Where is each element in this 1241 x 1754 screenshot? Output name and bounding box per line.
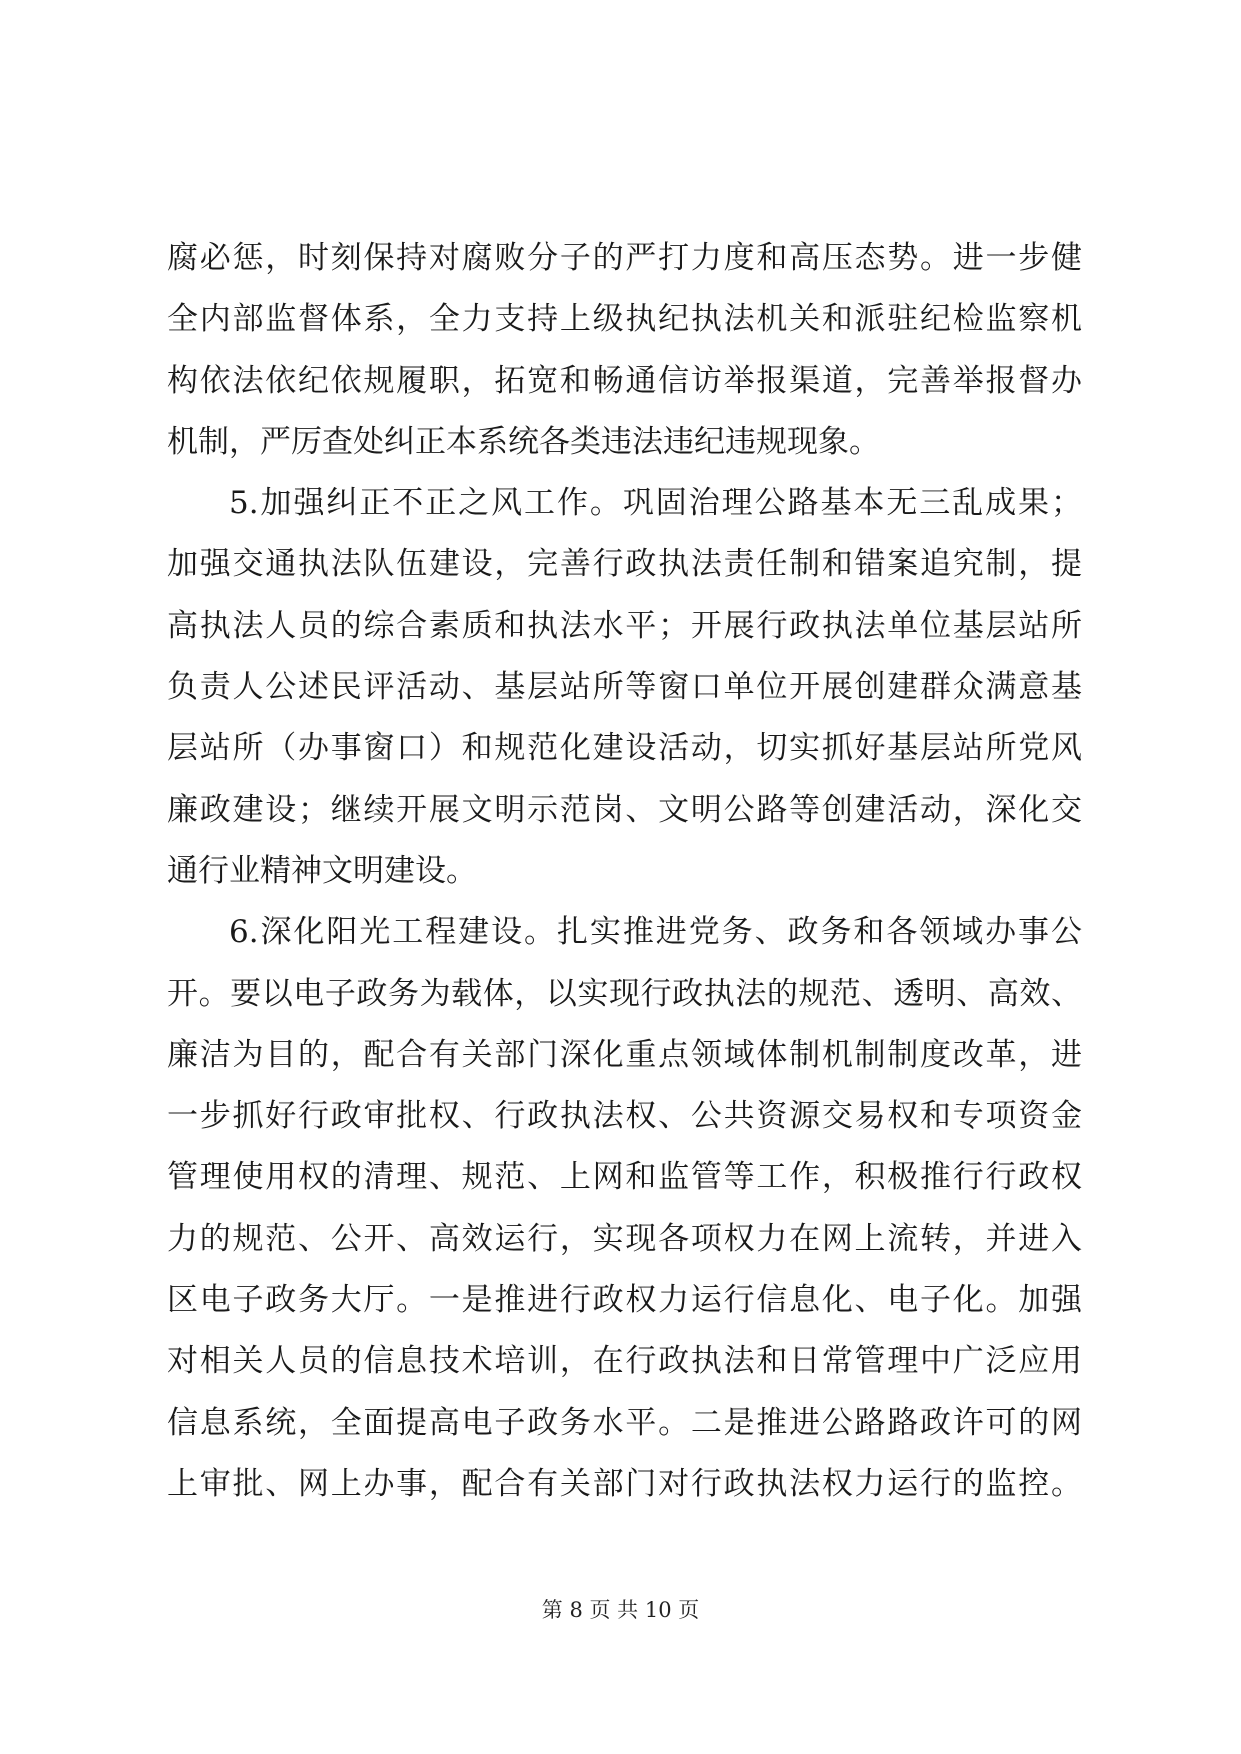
text-line: 廉洁为目的，配合有关部门深化重点领域体制机制制度改革，进 <box>167 1036 1082 1073</box>
text-line: 加强交通执法队伍建设，完善行政执法责任制和错案追究制，提 <box>167 546 1082 583</box>
page-number-footer: 第 8 页 共 10 页 <box>541 1598 700 1622</box>
text-line: 开。要以电子政务为载体，以实现行政执法的规范、透明、高效、 <box>167 975 1082 1012</box>
text-line: 对相关人员的信息技术培训，在行政执法和日常管理中广泛应用 <box>167 1343 1082 1380</box>
text-line: 廉政建设；继续开展文明示范岗、文明公路等创建活动，深化交 <box>167 791 1082 828</box>
text-line: 上审批、网上办事，配合有关部门对行政执法权力运行的监控。 <box>167 1465 1082 1502</box>
text-line: 全内部监督体系，全力支持上级执纪执法机关和派驻纪检监察机 <box>167 301 1082 338</box>
text-line: 腐必惩，时刻保持对腐败分子的严打力度和高压态势。进一步健 <box>167 240 1082 276</box>
paragraph-6-first-line: 6.深化阳光工程建设。扎实推进党务、政务和各领域办事公 <box>229 914 1082 951</box>
text-line: 区电子政务大厅。一是推进行政权力运行信息化、电子化。加强 <box>167 1282 1082 1319</box>
text-line: 机制，严厉查处纠正本系统各类违法违纪违规现象。 <box>167 423 880 460</box>
text-line: 构依法依纪依规履职，拓宽和畅通信访举报渠道，完善举报督办 <box>167 362 1082 399</box>
text-line: 力的规范、公开、高效运行，实现各项权力在网上流转，并进入 <box>167 1220 1082 1257</box>
text-line: 通行业精神文明建设。 <box>167 852 477 889</box>
text-line: 高执法人员的综合素质和执法水平；开展行政执法单位基层站所 <box>167 607 1082 644</box>
paragraph-5-first-line: 5.加强纠正不正之风工作。巩固治理公路基本无三乱成果； <box>229 485 1082 522</box>
text-line: 负责人公述民评活动、基层站所等窗口单位开展创建群众满意基 <box>167 669 1082 706</box>
body-text <box>167 228 1082 1515</box>
text-line: 管理使用权的清理、规范、上网和监管等工作，积极推行行政权 <box>167 1159 1082 1196</box>
text-line: 层站所（办事窗口）和规范化建设活动，切实抓好基层站所党风 <box>167 730 1082 767</box>
text-line: 一步抓好行政审批权、行政执法权、公共资源交易权和专项资金 <box>167 1098 1082 1135</box>
text-line: 信息系统，全面提高电子政务水平。二是推进公路路政许可的网 <box>167 1404 1082 1441</box>
